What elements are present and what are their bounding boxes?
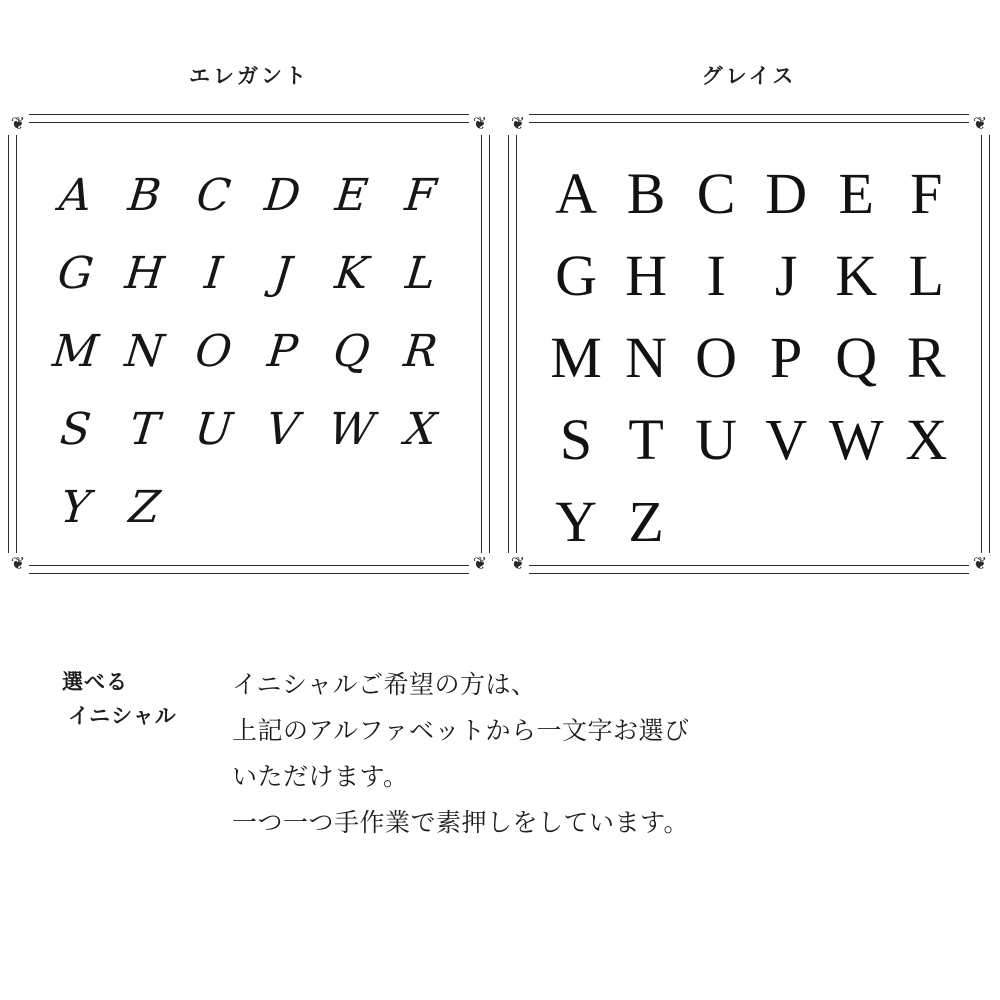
alphabet-letter: G: [55, 248, 96, 299]
alphabet-letter: Q: [835, 325, 878, 390]
alphabet-letter: X: [402, 404, 440, 455]
alphabet-letter: J: [774, 243, 798, 308]
alphabet-letter: D: [765, 161, 808, 226]
alphabet-letter: U: [192, 404, 235, 455]
alphabet-letter: A: [555, 161, 597, 226]
alphabet-letter: Y: [58, 482, 93, 533]
alphabet-letter: W: [828, 407, 884, 472]
alphabet-letter: M: [550, 325, 602, 390]
alphabet-letter: V: [765, 407, 808, 472]
alphabet-letter: S: [57, 404, 94, 455]
description-label-line2: イニシャル: [68, 705, 177, 728]
ornament-corner-icon: ❦: [969, 113, 991, 135]
alphabet-letter: M: [50, 326, 101, 377]
ornament-corner-icon: ❦: [7, 553, 29, 575]
alphabet-letter: R: [401, 326, 441, 377]
description-label: [62, 662, 232, 846]
alphabet-letter: I: [202, 248, 226, 299]
alphabet-letter: G: [555, 243, 597, 308]
alphabet-letter: A: [56, 170, 95, 221]
ornament-corner-icon: ❦: [507, 113, 529, 135]
alphabet-letter: T: [628, 407, 664, 472]
alphabet-letter: E: [333, 170, 371, 221]
alphabet-grid-elegant: [27, 135, 471, 553]
alphabet-letter: B: [125, 170, 164, 221]
alphabet-letter: V: [264, 404, 302, 455]
alphabet-letter: E: [838, 161, 874, 226]
font-panel-title-elegant: エレガント: [189, 65, 309, 88]
description-line: いただけます。: [232, 763, 409, 791]
alphabet-letter: R: [906, 325, 946, 390]
alphabet-letter: X: [905, 407, 948, 472]
description-label-line1: 選べる: [62, 671, 128, 694]
ornament-corner-icon: ❦: [507, 553, 529, 575]
alphabet-letter: H: [625, 243, 668, 308]
alphabet-letter: F: [402, 170, 439, 221]
alphabet-letter: S: [559, 407, 593, 472]
description-line: イニシャルご希望の方は、: [232, 671, 537, 699]
description-line: 一つ一つ手作業で素押しをしています。: [232, 809, 690, 837]
alphabet-letter: Q: [331, 326, 373, 377]
alphabet-letter: P: [265, 326, 301, 377]
alphabet-letter: C: [696, 161, 736, 226]
alphabet-letter: W: [326, 404, 378, 455]
alphabet-letter: Y: [555, 489, 597, 553]
alphabet-letter: O: [192, 326, 235, 377]
font-panel-grace: [508, 60, 990, 574]
alphabet-letter: N: [625, 325, 668, 390]
alphabet-letter: N: [122, 326, 167, 377]
description-section: [0, 574, 1000, 846]
alphabet-letter: H: [122, 248, 167, 299]
alphabet-letter: Z: [126, 482, 163, 533]
alphabet-letter: B: [626, 161, 666, 226]
alphabet-letter: C: [194, 170, 234, 221]
alphabet-letter: L: [403, 248, 439, 299]
alphabet-letter: F: [910, 161, 943, 226]
alphabet-frame-grace: [508, 114, 990, 574]
font-panel-title-grace: グレイス: [701, 65, 797, 88]
alphabet-letter: Z: [628, 489, 664, 553]
alphabet-grid-grace: [527, 135, 971, 553]
alphabet-frame-elegant: [8, 114, 490, 574]
alphabet-letter: T: [127, 404, 162, 455]
alphabet-letter: P: [770, 325, 803, 390]
ornament-corner-icon: ❦: [7, 113, 29, 135]
alphabet-letter: O: [695, 325, 738, 390]
font-panel-elegant: [8, 60, 490, 574]
alphabet-letter: D: [262, 170, 304, 221]
alphabet-letter: U: [695, 407, 738, 472]
ornament-corner-icon: ❦: [469, 113, 491, 135]
alphabet-letter: I: [706, 243, 726, 308]
description-body: [232, 662, 690, 846]
ornament-corner-icon: ❦: [469, 553, 491, 575]
alphabet-letter: J: [271, 248, 295, 299]
ornament-corner-icon: ❦: [969, 553, 991, 575]
alphabet-letter: K: [332, 248, 371, 299]
description-line: 上記のアルファベットから一文字お選び: [232, 717, 690, 745]
alphabet-letter: K: [835, 243, 878, 308]
alphabet-letter: L: [908, 243, 944, 308]
